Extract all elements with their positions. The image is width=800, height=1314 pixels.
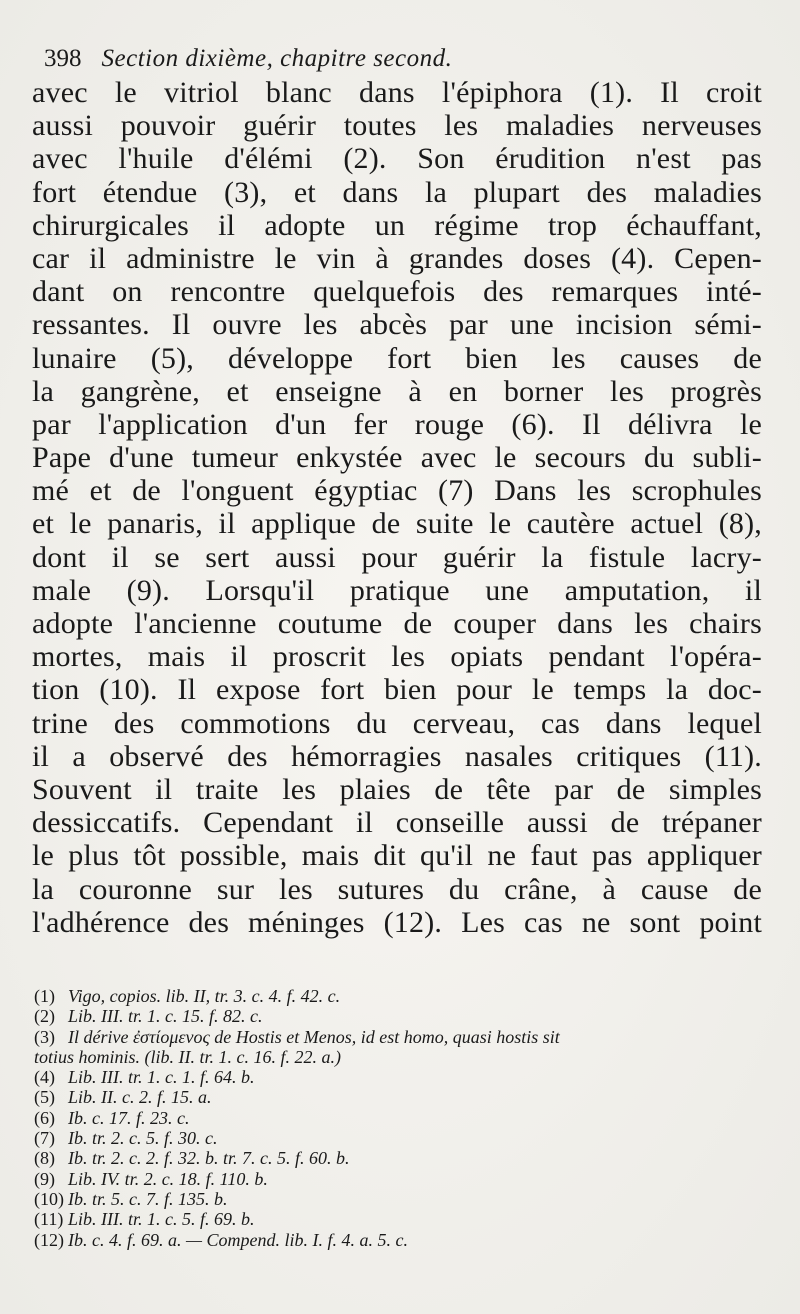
footnote — [34, 1108, 764, 1128]
footnote — [34, 986, 764, 1006]
text-line: dessiccatifs. Cependant il conseille aussi de trépaner — [32, 806, 762, 840]
text-line: mortes, mais il proscrit les opiats pendant l'opéra- — [32, 640, 762, 674]
footnote-text: Ib. c. 17. f. 23. c. — [68, 1107, 190, 1128]
footnote-text: Lib. IV. tr. 2. c. 18. f. 110. b. — [68, 1168, 268, 1189]
footnote — [34, 1209, 764, 1229]
footnote-text: Lib. III. tr. 1. c. 1. f. 64. b. — [68, 1067, 255, 1088]
footnote-text: Lib. III. tr. 1. c. 15. f. 82. c. — [68, 1006, 263, 1027]
footnote — [34, 1006, 764, 1026]
text-line: lunaire (5), développe fort bien les causes de — [32, 341, 762, 375]
running-head — [44, 38, 764, 78]
text-line: adopte l'ancienne coutume de couper dans les chairs — [32, 607, 762, 640]
footnote-number: (7) — [34, 1128, 55, 1149]
text-line: Pape d'une tumeur enkystée avec le secours du subli- — [32, 441, 762, 475]
footnote-number: (1) — [34, 986, 55, 1006]
footnote-text: Ib. c. 4. f. 69. a. — Compend. lib. I. f. 4. a. 5. c. — [68, 1229, 408, 1250]
footnote-text: Ib. tr. 2. c. 5. f. 30. c. — [68, 1128, 218, 1149]
text-line: trine des commotions du cerveau, cas dans lequel — [32, 706, 762, 740]
footnote-text: Lib. II. c. 2. f. 15. a. — [68, 1087, 212, 1108]
footnote-number: (9) — [34, 1168, 55, 1189]
text-line: le plus tôt possible, mais dit qu'il ne faut pas appliquer — [32, 839, 762, 873]
text-line: avec l'huile d'élémi (2). Son érudition n'est pas — [32, 142, 762, 176]
footnote-number: (11) — [34, 1209, 64, 1230]
text-line: chirurgicales il adopte un régime trop échauffant, — [32, 208, 762, 242]
text-line: mé et de l'onguent égyptiac (7) Dans les scrophules — [32, 474, 762, 508]
footnote-text: Il dérive ἐστίομενος de Hostis et Menos, id est homo, quasi hostis sit — [68, 1026, 560, 1047]
footnote-number: (12) — [34, 1229, 64, 1250]
text-line: aussi pouvoir guérir toutes les maladies nerveuses — [32, 109, 762, 143]
text-line: Souvent il traite les plaies de tête par de simples — [32, 772, 762, 806]
footnote-text: Vigo, copios. lib. II, tr. 3. c. 4. f. 42. c. — [68, 986, 341, 1006]
footnotes — [34, 986, 764, 1250]
footnote — [34, 1148, 764, 1168]
text-line: avec le vitriol blanc dans l'épiphora (1). Il croit — [32, 76, 762, 109]
footnote-number: (3) — [34, 1026, 55, 1047]
footnote — [34, 1230, 764, 1250]
footnote — [34, 1087, 764, 1107]
text-line: par l'application d'un fer rouge (6). Il délivra le — [32, 407, 762, 441]
footnote — [34, 1128, 764, 1148]
footnote-number: (4) — [34, 1067, 55, 1088]
text-line: male (9). Lorsqu'il pratique une amputation, il — [32, 573, 762, 607]
footnote-text: Ib. tr. 2. c. 2. f. 32. b. tr. 7. c. 5. f. 60. b. — [68, 1148, 350, 1169]
footnote-continuation — [34, 1047, 764, 1067]
text-line: l'adhérence des méninges (12). Les cas ne sont point — [32, 905, 762, 939]
footnote — [34, 1027, 764, 1047]
running-title: Section dixième, chapitre second. — [101, 45, 453, 72]
body-text — [32, 76, 762, 939]
footnote-number: (8) — [34, 1148, 55, 1169]
footnote-number: (5) — [34, 1087, 55, 1108]
text-line: fort étendue (3), et dans la plupart des maladies — [32, 175, 762, 209]
text-line: ressantes. Il ouvre les abcès par une incision sémi- — [32, 308, 762, 342]
footnote-text: Ib. tr. 5. c. 7. f. 135. b. — [68, 1188, 228, 1209]
text-line: dant on rencontre quelquefois des remarques inté- — [32, 275, 762, 309]
footnote-text: totius hominis. (lib. II. tr. 1. c. 16. f. 22. a.) — [34, 1046, 341, 1067]
text-line: tion (10). Il expose fort bien pour le temps la doc- — [32, 673, 762, 707]
text-line: la couronne sur les sutures du crâne, à cause de — [32, 872, 762, 906]
footnote-number: (2) — [34, 1006, 55, 1027]
footnote — [34, 1189, 764, 1209]
footnote — [34, 1169, 764, 1189]
footnote-number: (6) — [34, 1107, 55, 1128]
text-line: car il administre le vin à grandes doses (4). Cepen- — [32, 241, 762, 275]
text-line: il a observé des hémorragies nasales critiques (11). — [32, 739, 762, 773]
text-line: la gangrène, et enseigne à en borner les progrès — [32, 374, 762, 408]
text-line: et le panaris, il applique de suite le cautère actuel (8), — [32, 507, 762, 541]
footnote-text: Lib. III. tr. 1. c. 5. f. 69. b. — [68, 1209, 255, 1230]
footnote — [34, 1067, 764, 1087]
text-line: dont il se sert aussi pour guérir la fistule lacry- — [32, 540, 762, 574]
page-number: 398 — [44, 45, 82, 72]
footnote-number: (10) — [34, 1188, 64, 1209]
